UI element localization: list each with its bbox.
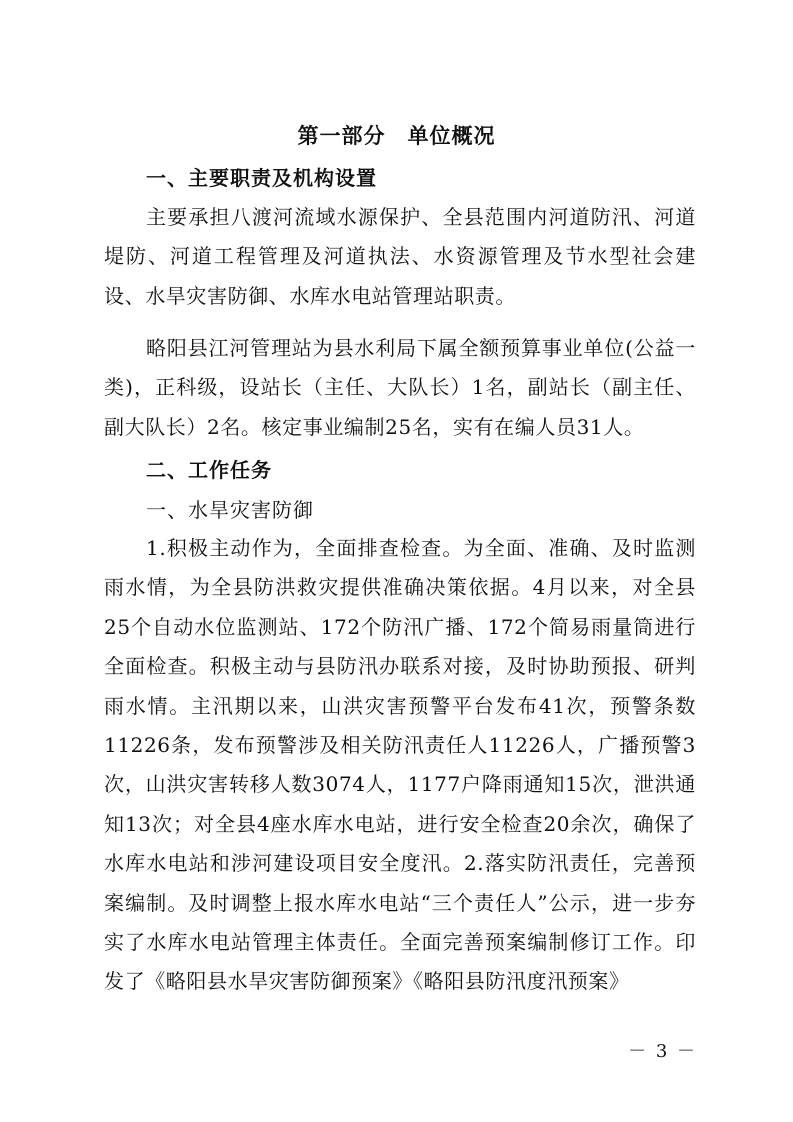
title-subject: 单位概况 [407,124,496,148]
title-part: 第一部分 [297,124,386,148]
paragraph-duties: 主要承担八渡河流域水源保护、全县范围内河道防汛、河道堤防、河道工程管理及河道执法、水资源管理及节水型社会建设、水旱灾害防御、水库水电站管理站职责。 [104,205,696,308]
paragraph-organization: 略阳县江河管理站为县水利局下属全额预算事业单位(公益一类)，正科级，设站长（主任、大队长）1名，副站长（副主任、副大队长）2名。核定事业编制25名，实有在编人员31人。 [104,336,696,439]
paragraph-disaster-defense: 1.积极主动作为，全面排查检查。为全面、准确、及时监测雨水情，为全县防洪救灾提供准确决策依据。4月以来，对全县25个自动水位监测站、172个防汛广播、172个简易雨量筒进行全面检查。积极主动与县防汛办联系对接，及时协助预报、研判雨水情。主汛期以来，山洪灾害预警平台发布41次，预警条数11226条，发布预警涉及相关防汛责任人11226人，广播预警3次，山洪灾害转移人数3074人，1177户降雨通知15次，泄洪通知13次；对全县4座水库水电站，进行安全检查20余次，确保了水库水电站和涉河建设项目安全度汛。2.落实防汛责任，完善预案编制。及时调整上报水库水电站“三个责任人”公示，进一步夯实了水库水电站管理主体责任。全面完善预案编制修订工作。印发了《略阳县水旱灾害防御预案》《略阳县防汛度汛预案》 [104,536,696,994]
section-heading-duties: 一、主要职责及机构设置 [146,166,377,190]
page-title [0,119,793,153]
section-heading-tasks: 二、工作任务 [146,458,272,482]
page-number: － 3 － [628,1041,697,1062]
subsection-heading-disaster-defense: 一、水旱灾害防御 [146,498,314,522]
